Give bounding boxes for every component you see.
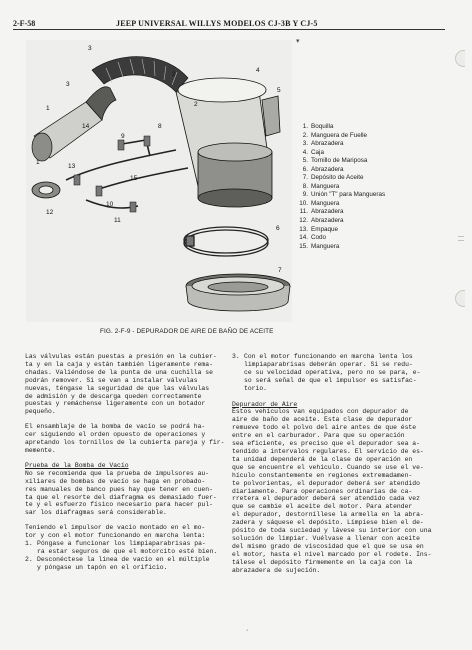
oil-reservoir [186, 274, 290, 311]
part-number: 13. [299, 225, 308, 233]
part-number: 7. [302, 174, 308, 182]
header-rule [13, 29, 445, 30]
part-name: Abrazadera [311, 165, 344, 173]
part-name: Tornillo de Mariposa [311, 157, 368, 165]
gasket [32, 182, 60, 198]
edge-mark [458, 236, 464, 237]
callout-label: 15 [130, 175, 138, 182]
parts-legend-item [296, 183, 446, 192]
part-name: Codo [311, 234, 327, 242]
callout-label: 5 [277, 87, 281, 94]
paragraph: El ensamblaje de la bomba de vacío se podrá ha- cer siguiendo el orden opuesto de operaciones y apretando los tornillos de la cubierta pareja y fir- memente. [25, 423, 225, 454]
callout-label: 10 [106, 201, 114, 208]
callout-label: 2 [194, 101, 198, 108]
parts-legend-item [296, 234, 446, 243]
punch-hole [455, 50, 465, 67]
punch-hole [455, 290, 465, 307]
figure-caption: FIG. 2-F-9 - DEPURADOR DE AIRE DE BAÑO DE ACEITE [100, 328, 274, 335]
part-number: 12. [299, 217, 308, 225]
part-number: 14. [299, 234, 308, 242]
callout-label: 1 [46, 105, 50, 112]
parts-legend-item [296, 217, 446, 226]
paragraph: Las válvulas están puestas a presión en la cubier- ta y en la caja y están también ligeramente rema- chadas. Valiéndose de la punta de una cuchilla se podrán remover. Si se van a instalar válvulas nuevas, téngase la seguridad de que las válvulas de admisión y de descarga queden correctamente puestas y remáchense ligeramente con un botador pequeño. [25, 353, 217, 416]
part-name: Depósito de Aceite [311, 174, 364, 182]
part-name: Manguera [311, 242, 340, 250]
parts-legend-item [296, 191, 446, 200]
part-number: 6. [302, 165, 308, 173]
left-column [25, 353, 230, 572]
part-number: 8. [302, 182, 308, 190]
parts-legend-item [296, 243, 446, 252]
part-name: Boquilla [311, 123, 334, 130]
part-number: 9. [302, 191, 308, 199]
step-text: Con el motor funcionando en marcha lenta los limpiaparabrisas deberán operar. Si se redu- ce su velocidad operativa, pero no se para, e- so será señal de que el impulsor es satisfac- torio. [244, 353, 421, 392]
paragraph: No se recomienda que la prueba de impulsores au- xiliares de bombas de vacío se haga en probado- res manuales de banco pues hay que tener en cuen- ta que el resorte del diafragma es demasiado fuer- te y el esfuerzo físico necesario para hacer pul- sar los diafragmas será considerable. [25, 469, 217, 517]
numbered-step [25, 540, 230, 556]
part-number: 11. [299, 208, 308, 216]
air-cleaner-illustration [26, 40, 292, 322]
parts-legend-item [296, 140, 446, 149]
part-name: Abrazadera [311, 217, 344, 225]
part-number: 15. [299, 242, 308, 250]
part-name: Empaque [311, 225, 338, 233]
part-name: Abrazadera [311, 140, 344, 148]
air-cleaner-figure [26, 40, 292, 322]
parts-legend [296, 123, 446, 251]
part-number: 3. [302, 140, 308, 148]
part-name: Manguera [311, 199, 340, 207]
callout-label: 14 [82, 123, 90, 130]
edge-mark [458, 240, 464, 241]
parts-legend-item [296, 132, 446, 141]
callout-label: 1 [36, 159, 40, 166]
parts-legend-item [296, 166, 446, 175]
page-number: 2-F-58 [13, 19, 36, 28]
page-title: JEEP UNIVERSAL WILLYS MODELOS CJ-3B Y CJ-5 [116, 19, 318, 28]
callout-label: 9 [121, 133, 125, 140]
step-number: 2. [25, 555, 33, 563]
callout-label: 11 [114, 217, 121, 224]
parts-legend-item [296, 208, 446, 217]
scan-mark: ʻ [246, 628, 249, 636]
callout-label: 4 [256, 67, 260, 74]
callout-label: 8 [158, 123, 162, 130]
part-name: Manguera de Fuelle [311, 131, 368, 139]
paragraph: Estos vehículos van equipados con depurador de aire de baño de aceite. Esta clase de depurador remueve todo el polvo del aire antes de que éste entre en el carburador. Para que su operación sea eficiente, es preciso que el depurador sea a- tendido a intervalos regulares. El servicio de es- ta unidad dependerá de la clase de operación en que se encuentre el vehículo. Cuando se use el ve- hículo constantemente en regiones extremadamen- te polvorientas, el depurador deberá ser atendido diariamente. Para operaciones ordinarias de ca- rretera el depurador deberá ser atendido cada vez que se cambie el aceite del motor. Para atender el depurador, destorníllese la armella en la abra- zadera y sáquese el depósito. Límpiese bien el de- pósito de toda suciedad y lávese su interior con una solución de limpiar. Vuélvase a llenar con aceite del mismo grado de viscosidad que el que se usa en el motor, hasta el nivel marcado por el rodete. Ins- tálese el depósito firmemente en la caja con la abrazadera de sujeción. [232, 408, 432, 574]
callout-label: 2 [172, 71, 176, 78]
callout-label: 3 [66, 81, 70, 88]
parts-legend-item [296, 149, 446, 158]
parts-legend-item [296, 157, 446, 166]
part-number: 4. [302, 148, 308, 156]
section-heading: Prueba de la Bomba de Vacío [25, 461, 129, 469]
callout-label: 12 [46, 209, 54, 216]
step-number: 3. [232, 353, 240, 360]
numbered-step [25, 556, 230, 572]
part-number: 10. [299, 199, 308, 207]
section-heading: Depurador de Aire [232, 400, 298, 408]
step-text: Desconéctese la línea de vacío en el múltiple y póngase un tapón en el orificio. [37, 555, 210, 571]
part-name: Caja [311, 148, 324, 156]
paragraph: Teniendo el impulsor de vacío montado en el mo- tor y con el motor funcionando en marcha lenta: [25, 524, 206, 540]
parts-legend-item [296, 174, 446, 183]
callout-label: 7 [278, 267, 282, 274]
part-name: Unión "T" para Mangueras [311, 191, 386, 199]
scan-mark: ▾ [296, 37, 300, 45]
part-number: 5. [302, 157, 308, 165]
callout-label: 3 [88, 45, 92, 52]
parts-legend-item [296, 123, 446, 132]
callout-label: 13 [68, 163, 76, 170]
callout-label: 6 [276, 225, 280, 232]
part-name: Manguera [311, 182, 340, 190]
step-number: 1. [25, 540, 33, 548]
step-text: Póngase a funcionar los limpiaparabrisas pa- ra estar seguros de que el motorcito esté bien. [37, 540, 218, 555]
parts-legend-item [296, 200, 446, 209]
part-name: Abrazadera [311, 208, 344, 216]
part-number: 1. [302, 123, 308, 130]
part-number: 2. [302, 131, 308, 139]
numbered-step [232, 353, 442, 393]
parts-legend-item [296, 226, 446, 235]
right-column [232, 353, 442, 581]
